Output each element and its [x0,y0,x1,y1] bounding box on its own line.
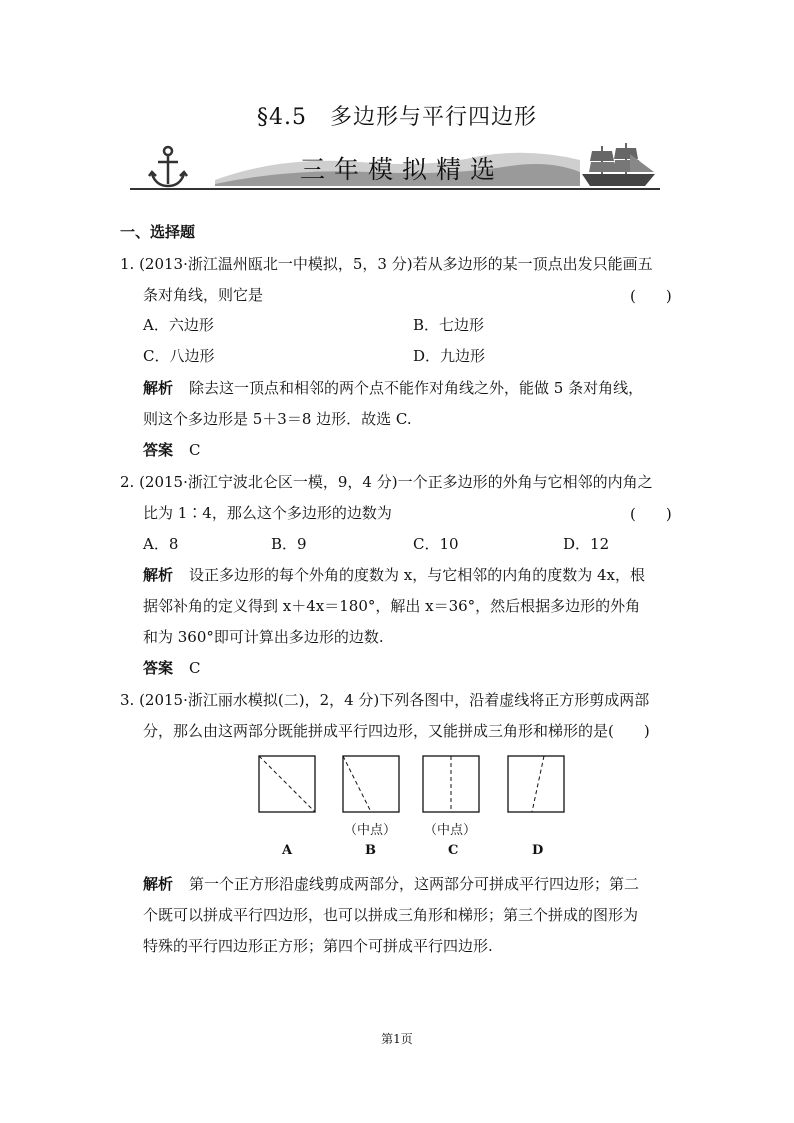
q1-analysis-line2: 则这个多边形是 5＋3＝8 边形．故选 C. [143,410,412,428]
q2-analysis-line3: 和为 360°即可计算出多边形的边数. [143,628,384,646]
q2-analysis-line2: 据邻补角的定义得到 x＋4x＝180°，解出 x＝36°，然后根据多边形的外角 [143,597,641,615]
figure-label-b: B [365,843,376,858]
q2-option-b: B．9 [271,535,307,553]
figure-d-square [508,756,564,812]
q1-answer-blank: ( ) [630,287,672,305]
anchor-icon [149,147,187,186]
q2-stem-line1: 2. (2015·浙江宁波北仑区一模，9，4 分)一个正多边形的外角与它相邻的内角之 [120,473,653,491]
q1-option-b: B．七边形 [413,316,485,334]
q1-option-a: A．六边形 [143,316,214,334]
q2-analysis-label: 解析 [143,566,174,584]
figure-b-square [343,756,399,812]
q2-answer-label: 答案 [143,659,174,677]
figure-c-square [423,756,479,812]
figure-label-d: D [532,843,544,858]
figure-a-square [259,756,315,812]
q3-stem-line1: 3. (2015·浙江丽水模拟(二)，2，4 分)下列各图中，沿着虚线将正方形剪成两部 [120,691,650,709]
q2-answer-blank: ( ) [630,505,672,523]
q3-analysis-line2: 个既可以拼成平行四边形，也可以拼成三角形和梯形；第三个拼成的图形为 [143,906,639,924]
q2-answer: C [189,659,201,677]
q3-stem-line2: 分，那么由这两部分既能拼成平行四边形，又能拼成三角形和梯形的是( ) [143,722,650,740]
q1-analysis-line1: 除去这一顶点和相邻的两个点不能作对角线之外，能做 5 条对角线， [189,379,644,397]
page-number: 第1页 [381,1032,413,1046]
section-heading: 一、选择题 [120,223,196,241]
q3-analysis-line3: 特殊的平行四边形正方形；第四个可拼成平行四边形. [143,937,493,955]
q1-answer-label: 答案 [143,441,174,459]
q2-option-d: D．12 [563,535,610,553]
q2-option-c: C．10 [413,535,459,553]
figure-b-note: （中点） [344,823,397,838]
banner-text: 三年模拟精选 [300,155,505,184]
q3-figures [255,752,575,818]
page-title: §4.5 多边形与平行四边形 [257,105,537,130]
q1-analysis-label: 解析 [143,379,174,397]
ship-icon [582,143,655,186]
figure-label-c: C [448,843,459,858]
q2-stem-line2: 比为 1∶4，那么这个多边形的边数为 [143,504,392,522]
q1-stem-line2: 条对角线，则它是 [143,286,264,304]
q3-analysis-line1: 第一个正方形沿虚线剪成两部分，这两部分可拼成平行四边形；第二 [189,875,640,893]
q1-answer: C [189,441,201,459]
figure-label-a: A [282,843,293,858]
q1-option-c: C．八边形 [143,347,215,365]
q1-stem-line1: 1. (2013·浙江温州瓯北一中模拟，5，3 分)若从多边形的某一顶点出发只能画五 [120,255,653,273]
q2-analysis-line1: 设正多边形的每个外角的度数为 x，与它相邻的内角的度数为 4x，根 [189,566,646,584]
q2-option-a: A．8 [143,535,179,553]
q3-analysis-label: 解析 [143,875,174,893]
q1-option-d: D．九边形 [413,347,486,365]
figure-c-note: （中点） [424,823,477,838]
